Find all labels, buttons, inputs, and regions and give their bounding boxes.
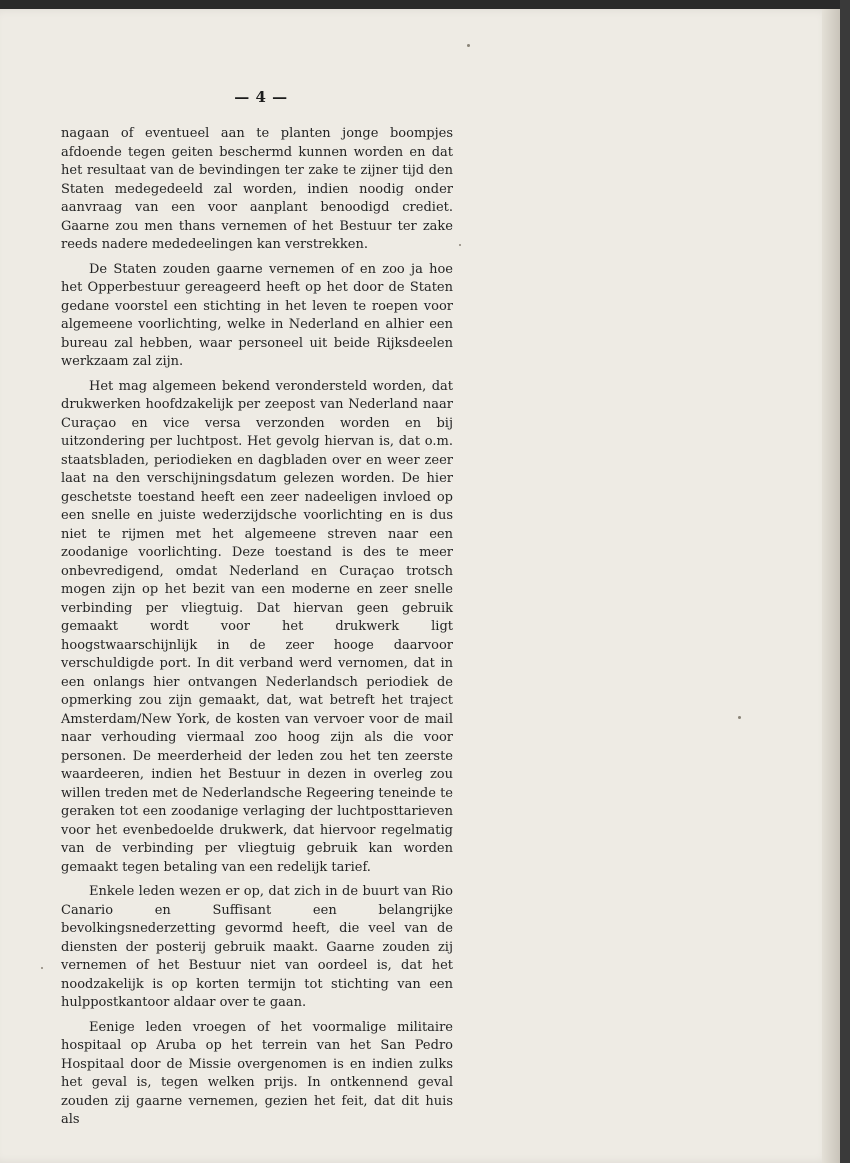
paragraph-4: Enkele leden wezen er op, dat zich in de buurt van Rio Canario en Suffisant een belangrijke bevolkingsnederzetting gevormd heeft, die veel van de diensten der posterij gebruik maakt. Gaarne zouden zij vernemen of het Bestuur niet van oordeel is, dat het noodzakelijk is op korten termijn tot stichting van een hulppostkantoor aldaar over te gaan. [61,884,453,1010]
paper-speck [467,44,470,47]
paragraph-5: Eenige leden vroegen of het voormalige militaire hospitaal op Aruba op het terrein van het San Pedro Hospitaal door de Missie overgenomen is en indien zulks het geval is, tegen welken prijs. In ontkennend geval zouden zij gaarne vernemen, gezien het feit, dat dit huis als [61,1019,453,1127]
page-number: — 4 — [234,88,288,106]
paragraph-3: Het mag algemeen bekend verondersteld worden, dat drukwerken hoofdzakelijk per zeepost van Nederland naar Curaçao en vice versa verzonden worden en bij uitzondering per luchtpost. Het gevolg hiervan is, dat o.m. staatsbladen, periodieken en dagbladen over en weer zeer laat na den verschijningsdatum gelezen worden. De hier geschetste toestand heeft een zeer nadeeligen invloed op een snelle en juiste wederzijdsche voorlichting en is dus niet te rijmen met het algemeene streven naar een zoodanige voorlichting. Deze toestand is des te meer onbevredigend, omdat Nederland en Curaçao trotsch mogen zijn op het bezit van een moderne en zeer snelle verbinding per vliegtuig. Dat hiervan geen gebruik gemaakt wordt voor het drukwerk ligt hoogstwaarschijnlijk in de zeer hooge daarvoor verschuldigde port. In dit verband werd vernomen, dat in een onlangs hier ontvangen Nederlandsch periodiek de opmerking zou zijn gemaakt, dat, wat betreft het traject Amsterdam/New York, de kosten van vervoer voor de mail naar verhouding viermaal zoo hoog zijn als die voor personen. De meerderheid der leden zou het ten zeerste waardeeren, indien het Bestuur in dezen in overleg zou willen treden met de Nederlandsche Regeering teneinde te geraken tot een zoodanige verlaging der luchtposttarieven voor het evenbedoelde drukwerk, dat hiervoor regelmatig van de verbinding per vliegtuig gebruik kan worden gemaakt tegen betaling van een redelijk tarief. [61,378,453,875]
body-text [61,125,453,1136]
paper-speck [738,716,741,719]
scan-border-right [840,0,850,1163]
page-edge-shadow [822,9,840,1163]
paper-speck [41,967,43,969]
paragraph-1: nagaan of eventueel aan te planten jonge boompjes afdoende tegen geiten beschermd kunnen worden en dat het resultaat van de bevindingen ter zake te zijner tijd den Staten medegedeeld zal worden, indien noodig onder aanvraag van een voor aanplant benoodigd crediet. Gaarne zou men thans vernemen of het Bestuur ter zake reeds nadere mededeelingen kan verstrekken. [61,126,453,252]
paper-speck [459,244,461,246]
scan-border-top [0,0,850,9]
paragraph-2: De Staten zouden gaarne vernemen of en zoo ja hoe het Opperbestuur gereageerd heeft op het door de Staten gedane voorstel een stichting in het leven te roepen voor algemeene voorlichting, welke in Nederland en alhier een bureau zal hebben, waar personeel uit beide Rijksdeelen werkzaam zal zijn. [61,261,453,369]
